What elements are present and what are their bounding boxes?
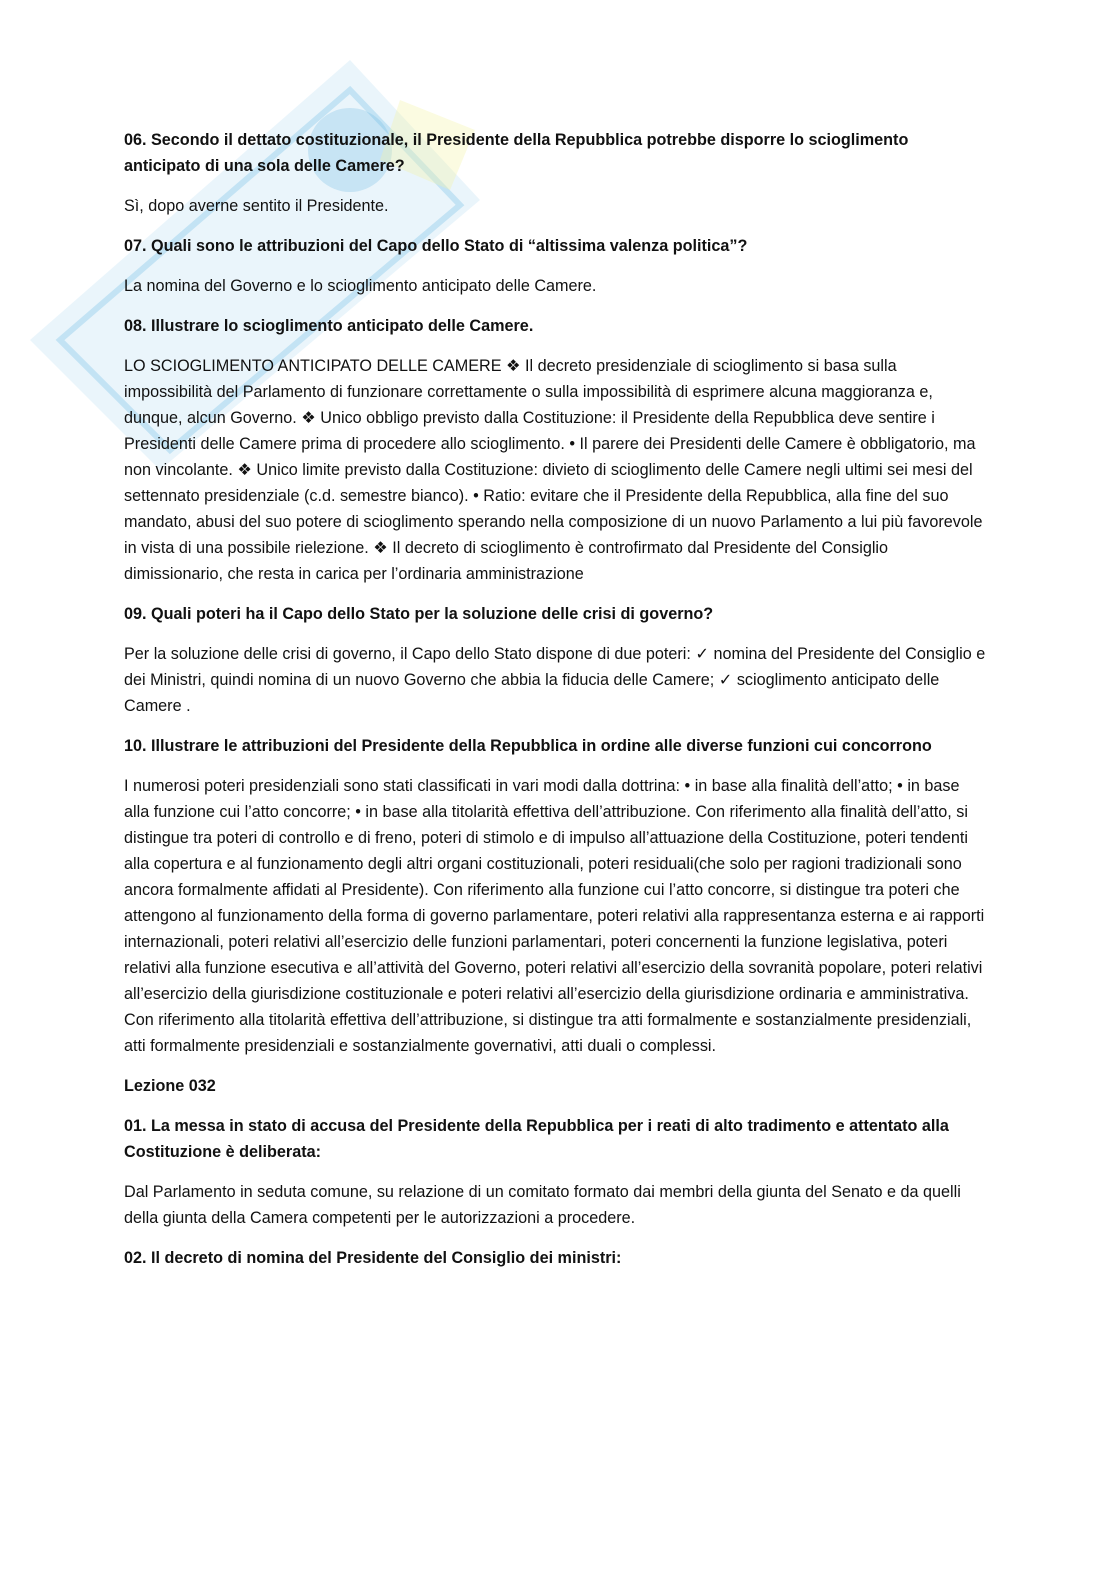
question-heading: 10. Illustrare le attribuzioni del Presidente della Repubblica in ordine alle diverse funzioni cui concorrono [124, 737, 932, 755]
lesson-heading: Lezione 032 [124, 1077, 216, 1095]
question-heading: 08. Illustrare lo scioglimento anticipato delle Camere. [124, 317, 534, 335]
answer-text: Sì, dopo averne sentito il Presidente. [124, 197, 389, 215]
question-heading: 07. Quali sono le attribuzioni del Capo dello Stato di “altissima valenza politica”? [124, 237, 748, 255]
question-heading: 09. Quali poteri ha il Capo dello Stato per la soluzione delle crisi di governo? [124, 605, 714, 623]
answer-text: Dal Parlamento in seduta comune, su relazione di un comitato formato dai membri della giunta del Senato e da quelli della giunta della Camera competenti per le autorizzazioni a procedere. [124, 1183, 961, 1227]
answer-text: La nomina del Governo e lo scioglimento anticipato delle Camere. [124, 277, 597, 295]
question-heading: 06. Secondo il dettato costituzionale, il Presidente della Repubblica potrebbe disporre lo scioglimento anticipato di una sola delle Camere? [124, 131, 909, 175]
question-heading: 02. Il decreto di nomina del Presidente del Consiglio dei ministri: [124, 1249, 622, 1267]
answer-text: I numerosi poteri presidenziali sono stati classificati in vari modi dalla dottrina: • in base alla finalità dell’atto; • in base alla funzione cui l’atto concorre; • in base alla titolarità effettiva dell’attribuzione. Con riferimento alla finalità dell’atto, si distingue tra poteri di controllo e di freno, poteri di stimolo e di impulso all’attuazione della Costituzione, poteri tendenti alla copertura e al funzionamento degli altri organi costituzionali, poteri residuali(che solo per ragioni tradizionali sono ancora formalmente affidati al Presidente). Con riferimento alla funzione cui l’atto concorre, si distingue tra poteri che attengono al funzionamento della forma di governo parlamentare, poteri relativi alla rappresentanza esterna e ai rapporti internazionali, poteri relativi all’esercizio delle funzioni parlamentari, poteri concernenti la funzione legislativa, poteri relativi alla funzione esecutiva e all’attività del Governo, poteri relativi all’esercizio della sovranità popolare, poteri relativi all’esercizio della giurisdizione costituzionale e poteri relativi all’esercizio della giurisdizione ordinaria e amministrativa. Con riferimento alla titolarità effettiva dell’attribuzione, si distingue tra atti formalmente e sostanzialmente presidenziali, atti formalmente presidenziali e sostanzialmente governativi, atti duali o complessi. [124, 777, 985, 1055]
answer-text: Per la soluzione delle crisi di governo, il Capo dello Stato dispone di due poteri: ✓ nomina del Presidente del Consiglio e dei Ministri, quindi nomina di un nuovo Governo che abbia la fiducia delle Camere; ✓ scioglimento anticipato delle Camere . [124, 645, 986, 715]
answer-text: LO SCIOGLIMENTO ANTICIPATO DELLE CAMERE ❖ Il decreto presidenziale di scioglimento si basa sulla impossibilità del Parlamento di funzionare correttamente o sulla impossibilità di esprimere alcuna maggioranza e, dunque, alcun Governo. ❖ Unico obbligo previsto dalla Costituzione: il Presidente della Repubblica deve sentire i Presidenti delle Camere prima di procedere allo scioglimento. • Il parere dei Presidenti delle Camere è obbligatorio, ma non vincolante. ❖ Unico limite previsto dalla Costituzione: divieto di scioglimento delle Camere negli ultimi sei mesi del settennato presidenziale (c.d. semestre bianco). • Ratio: evitare che il Presidente della Repubblica, alla fine del suo mandato, abusi del suo potere di scioglimento sperando nella composizione di un nuovo Parlamento a lui più favorevole in vista di una possibile rielezione. ❖ Il decreto di scioglimento è controfirmato dal Presidente del Consiglio dimissionario, che resta in carica per l’ordinaria amministrazione [124, 357, 983, 583]
question-heading: 01. La messa in stato di accusa del Presidente della Repubblica per i reati di alto tradimento e attentato alla Costituzione è deliberata: [124, 1117, 949, 1161]
document-page [124, 127, 986, 1285]
